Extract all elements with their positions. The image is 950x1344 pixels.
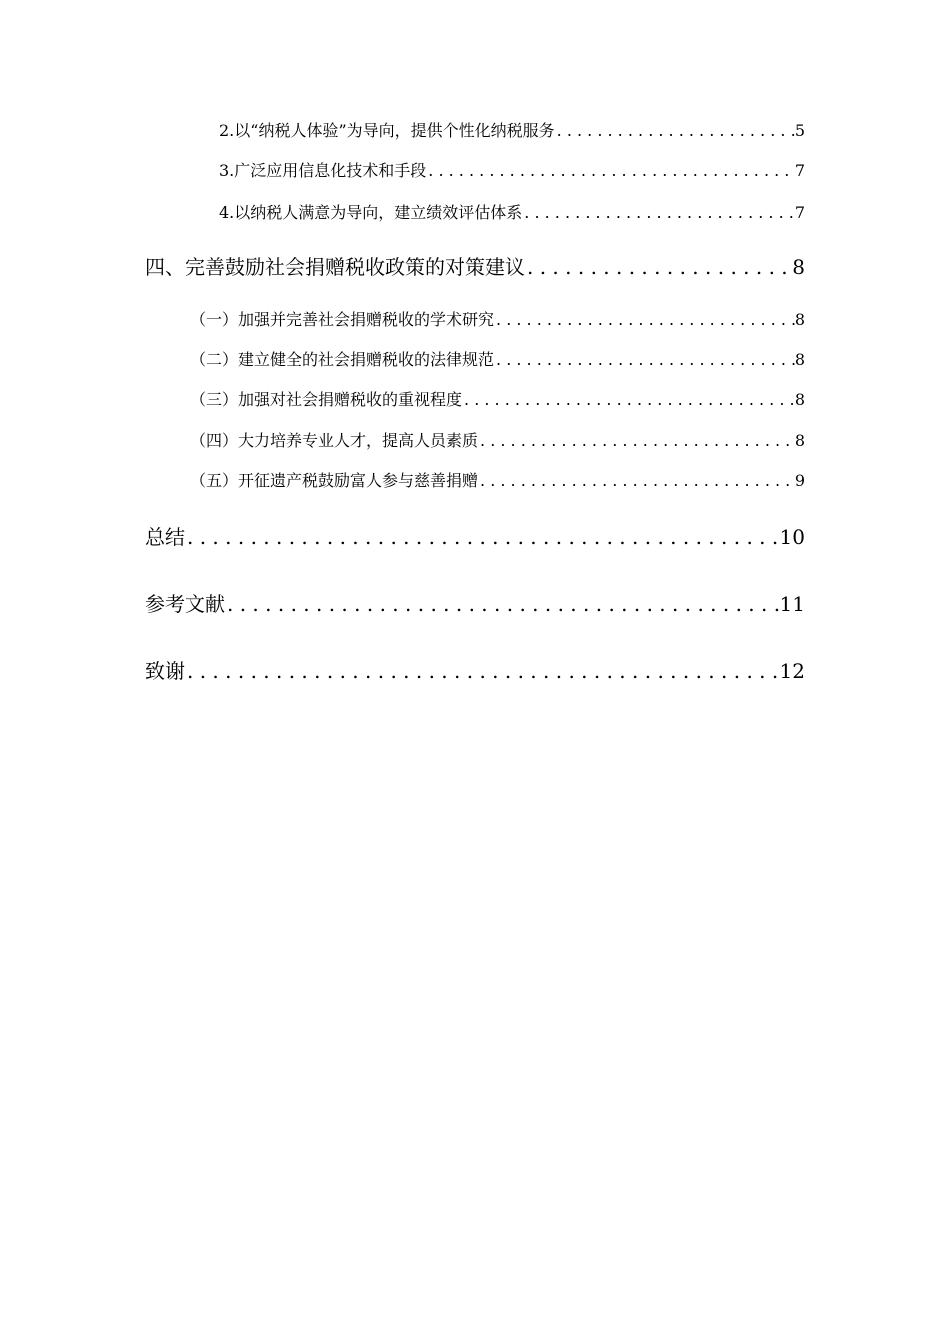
toc-entry[interactable]: [145, 251, 805, 280]
toc-page-number: 7: [794, 161, 805, 180]
toc-dot-leader: [426, 161, 795, 180]
toc-entry-label: （四）大力培养专业人才，提高人员素质: [190, 431, 479, 450]
toc-page-number: 8: [794, 310, 805, 329]
toc-entry[interactable]: [145, 521, 805, 550]
toc-dot-leader: [555, 121, 795, 140]
toc-entry[interactable]: [219, 158, 805, 181]
toc-dot-leader: [225, 592, 780, 616]
toc-entry-label: （五）开征遗产税鼓励富人参与慈善捐赠: [190, 471, 479, 490]
toc-entry-label: 3.广泛应用信息化技术和手段: [219, 161, 427, 180]
toc-entry[interactable]: [145, 588, 805, 617]
toc-entry[interactable]: [219, 200, 805, 223]
toc-dot-leader: [478, 431, 795, 450]
toc-page-number: 12: [779, 659, 805, 683]
toc-entry[interactable]: [190, 387, 805, 410]
toc-dot-leader: [185, 659, 780, 683]
toc-page-number: 10: [779, 525, 805, 549]
toc-dot-leader: [525, 255, 792, 279]
toc-dot-leader: [462, 390, 795, 409]
toc-entry-label: （三）加强对社会捐赠税收的重视程度: [190, 390, 463, 409]
toc-entry-label: 总结: [145, 525, 185, 549]
toc-page-number: 5: [794, 121, 805, 140]
toc-page-number: 8: [794, 431, 805, 450]
toc-entry-label: （一）加强并完善社会捐赠税收的学术研究: [190, 310, 495, 329]
toc-dot-leader: [478, 471, 795, 490]
toc-dot-leader: [185, 525, 780, 549]
toc-entry[interactable]: [219, 118, 805, 141]
toc-dot-leader: [494, 310, 795, 329]
toc-entry-label: 参考文献: [145, 592, 225, 616]
toc-page-number: 8: [794, 390, 805, 409]
toc-dot-leader: [494, 350, 795, 369]
toc-entry[interactable]: [190, 428, 805, 451]
toc-page-number: 8: [792, 255, 805, 279]
toc-entry-label: （二）建立健全的社会捐赠税收的法律规范: [190, 350, 495, 369]
toc-entry[interactable]: [190, 307, 805, 330]
toc-dot-leader: [522, 203, 795, 222]
toc-entry-label: 四、完善鼓励社会捐赠税收政策的对策建议: [145, 255, 525, 279]
toc-page-number: 9: [794, 471, 805, 490]
toc-entry[interactable]: [190, 347, 805, 370]
toc-entry-label: 致谢: [145, 659, 185, 683]
toc-entry[interactable]: [190, 468, 805, 491]
toc-entry-label: 2.以“纳税人体验”为导向，提供个性化纳税服务: [219, 121, 555, 140]
toc-page-number: 7: [794, 203, 805, 222]
toc-page-number: 8: [794, 350, 805, 369]
toc-page-number: 11: [779, 592, 805, 616]
toc-entry[interactable]: [145, 655, 805, 684]
toc-entry-label: 4.以纳税人满意为导向，建立绩效评估体系: [219, 203, 523, 222]
